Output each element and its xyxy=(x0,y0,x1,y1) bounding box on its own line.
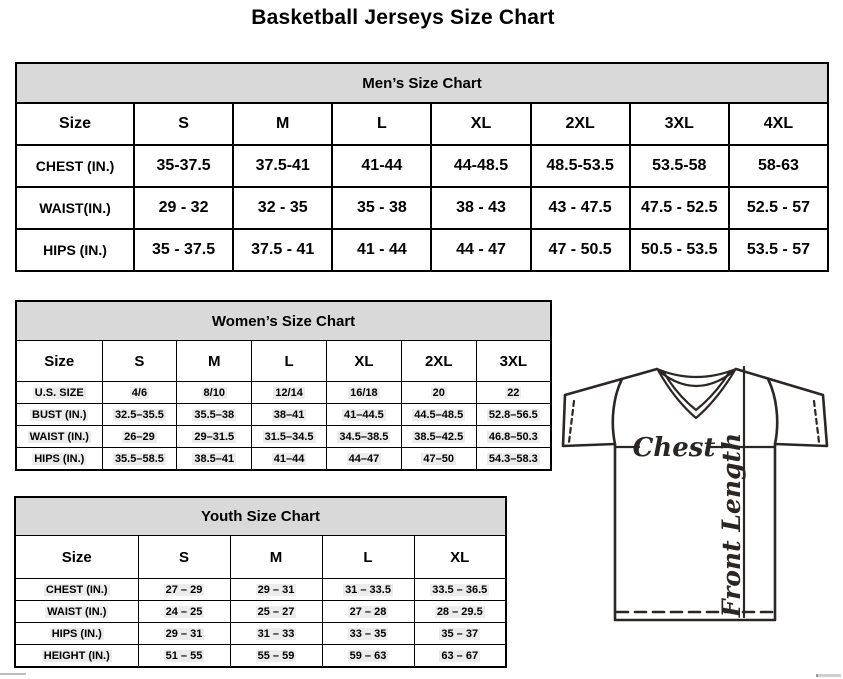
cell-value: 52.8–56.5 xyxy=(488,408,538,421)
column-header: XL xyxy=(326,341,401,382)
cell: 52.5 - 57 xyxy=(729,187,828,229)
cell xyxy=(476,382,551,404)
cell xyxy=(177,382,252,404)
column-header: M xyxy=(230,536,322,579)
column-header: L xyxy=(332,103,431,145)
column-header: XL xyxy=(431,103,530,145)
table-row xyxy=(16,187,828,229)
cell xyxy=(138,623,230,645)
womens-table-title: Women’s Size Chart xyxy=(16,301,551,341)
cell xyxy=(177,448,252,471)
row-label-text: WAIST (IN.) xyxy=(47,605,107,618)
table-row xyxy=(15,623,506,645)
cell xyxy=(414,645,506,668)
table-row xyxy=(16,229,828,271)
column-header: XL xyxy=(414,536,506,579)
cell-value: 55 – 59 xyxy=(257,649,295,662)
table-row xyxy=(16,426,551,448)
scrollbar-fragment-left[interactable] xyxy=(0,673,26,675)
cell-value: 28 – 29.5 xyxy=(436,605,483,618)
table-row xyxy=(15,579,506,601)
cell-value: 38.5–42.5 xyxy=(414,430,464,443)
cell-value: 29 – 31 xyxy=(165,627,203,640)
cell: 53.5 - 57 xyxy=(729,229,828,271)
jersey-left-seam xyxy=(613,379,622,444)
cell-value: 63 – 67 xyxy=(441,649,479,662)
youth-table-title: Youth Size Chart xyxy=(15,497,506,536)
cell-value: 12/14 xyxy=(275,386,303,399)
column-header: M xyxy=(177,341,252,382)
row-label-text: HIPS (IN.) xyxy=(51,627,102,640)
cell-value: 51 – 55 xyxy=(165,649,203,662)
cell-value: 54.3–58.3 xyxy=(488,452,538,465)
table-row xyxy=(15,645,506,668)
cell: 47 - 50.5 xyxy=(531,229,630,271)
cell: 41-44 xyxy=(332,145,431,187)
cell: 48.5-53.5 xyxy=(531,145,630,187)
cell xyxy=(401,448,476,471)
cell xyxy=(138,645,230,668)
cell-value: 4/6 xyxy=(131,386,148,399)
cell-value: 16/18 xyxy=(350,386,378,399)
table-header-row xyxy=(16,301,551,341)
table-row xyxy=(16,448,551,471)
cell xyxy=(414,623,506,645)
cell-value: 41–44.5 xyxy=(344,408,384,421)
cell xyxy=(414,579,506,601)
column-header: L xyxy=(252,341,327,382)
cell-value: 20 xyxy=(432,386,445,399)
mens-size-chart-table xyxy=(15,62,829,272)
cell xyxy=(326,448,401,471)
cell-value: 29 – 31 xyxy=(257,583,295,596)
cell-value: 47–50 xyxy=(423,452,455,465)
cell-value: 35 – 37 xyxy=(441,627,479,640)
row-label-text: HEIGHT (IN.) xyxy=(43,649,110,662)
cell-value: 35.5–38 xyxy=(194,408,235,421)
cell xyxy=(326,426,401,448)
youth-size-chart-table xyxy=(14,496,507,668)
cell: 44 - 47 xyxy=(431,229,530,271)
column-header: S xyxy=(102,341,177,382)
cell-value: 33.5 – 36.5 xyxy=(432,583,488,596)
row-label xyxy=(16,382,102,404)
sleeve-dash-right xyxy=(814,401,819,442)
column-header: S xyxy=(138,536,230,579)
cell-value: 25 – 27 xyxy=(257,605,295,618)
cell-value: 24 – 25 xyxy=(165,605,203,618)
cell-value: 8/10 xyxy=(203,386,225,399)
cell-value: 34.5–38.5 xyxy=(339,430,389,443)
cell xyxy=(102,404,177,426)
womens-size-chart-table xyxy=(15,300,552,471)
row-label: WAIST(IN.) xyxy=(16,187,134,229)
cell-value: 27 – 29 xyxy=(165,583,203,596)
cell xyxy=(322,579,414,601)
column-header: L xyxy=(322,536,414,579)
table-row xyxy=(16,145,828,187)
cell: 35 - 38 xyxy=(332,187,431,229)
cell xyxy=(230,579,322,601)
size-header-row xyxy=(15,536,506,579)
cell-value: 31 – 33.5 xyxy=(345,583,391,596)
row-label-text: U.S. SIZE xyxy=(34,386,84,399)
chest-label: Chest xyxy=(632,433,716,463)
cell xyxy=(177,426,252,448)
column-header: 3XL xyxy=(476,341,551,382)
cell xyxy=(322,623,414,645)
cell xyxy=(326,382,401,404)
jersey-measurement-diagram xyxy=(550,355,843,635)
table-header-row xyxy=(16,63,828,103)
cell: 41 - 44 xyxy=(332,229,431,271)
column-header: S xyxy=(134,103,233,145)
cell: 37.5 - 41 xyxy=(233,229,332,271)
table-row xyxy=(16,404,551,426)
row-label-text: WAIST (IN.) xyxy=(29,430,89,443)
cell xyxy=(322,645,414,668)
column-header: 4XL xyxy=(729,103,828,145)
page-title: Basketball Jerseys Size Chart xyxy=(251,6,555,29)
cell-value: 31.5–34.5 xyxy=(264,430,314,443)
cell: 35-37.5 xyxy=(134,145,233,187)
jersey-right-seam xyxy=(768,379,777,444)
front-length-label: Front Length xyxy=(717,432,746,618)
jersey-outline xyxy=(563,369,827,620)
cell xyxy=(252,448,327,471)
row-label: CHEST (IN.) xyxy=(16,145,134,187)
column-header: Size xyxy=(16,103,134,145)
row-label xyxy=(16,404,102,426)
row-label-text: BUST (IN.) xyxy=(32,408,87,421)
mens-table-title: Men’s Size Chart xyxy=(16,63,828,103)
cell-value: 26–29 xyxy=(124,430,155,443)
sleeve-dash-left xyxy=(569,401,574,442)
row-label xyxy=(16,448,102,471)
cell-value: 32.5–35.5 xyxy=(114,408,164,421)
row-label-text: CHEST (IN.) xyxy=(45,583,108,596)
cell-value: 59 – 63 xyxy=(349,649,387,662)
cell: 32 - 35 xyxy=(233,187,332,229)
cell xyxy=(476,426,551,448)
cell: 53.5-58 xyxy=(630,145,729,187)
cell xyxy=(102,426,177,448)
column-header: Size xyxy=(15,536,138,579)
cell xyxy=(401,426,476,448)
jersey-collar-back xyxy=(657,369,736,377)
row-label xyxy=(15,623,138,645)
cell-value: 46.8–50.3 xyxy=(488,430,538,443)
cell-value: 44–47 xyxy=(348,452,380,465)
scrollbar-fragment-right[interactable] xyxy=(816,674,841,677)
cell-value: 29–31.5 xyxy=(194,430,235,443)
cell xyxy=(230,645,322,668)
table-row xyxy=(16,382,551,404)
cell-value: 41–44 xyxy=(273,452,305,465)
table-row xyxy=(15,601,506,623)
column-header: 2XL xyxy=(401,341,476,382)
cell xyxy=(177,404,252,426)
row-label xyxy=(15,601,138,623)
table-header-row xyxy=(15,497,506,536)
cell-value: 38.5–41 xyxy=(194,452,235,465)
cell-value: 38–41 xyxy=(273,408,305,421)
cell xyxy=(252,426,327,448)
row-label xyxy=(15,645,138,668)
cell xyxy=(322,601,414,623)
cell xyxy=(230,623,322,645)
cell: 43 - 47.5 xyxy=(531,187,630,229)
cell: 38 - 43 xyxy=(431,187,530,229)
cell xyxy=(414,601,506,623)
column-header: 3XL xyxy=(630,103,729,145)
column-header: Size xyxy=(16,341,102,382)
row-label-text: HIPS (IN.) xyxy=(34,452,85,465)
cell-value: 35.5–58.5 xyxy=(114,452,164,465)
size-header-row xyxy=(16,103,828,145)
cell xyxy=(102,448,177,471)
cell xyxy=(476,404,551,426)
cell xyxy=(476,448,551,471)
cell xyxy=(401,382,476,404)
cell: 35 - 37.5 xyxy=(134,229,233,271)
cell xyxy=(401,404,476,426)
cell: 47.5 - 52.5 xyxy=(630,187,729,229)
cell-value: 22 xyxy=(507,386,520,399)
cell: 58-63 xyxy=(729,145,828,187)
cell xyxy=(102,382,177,404)
cell xyxy=(252,382,327,404)
row-label xyxy=(16,426,102,448)
cell xyxy=(138,579,230,601)
row-label: HIPS (IN.) xyxy=(16,229,134,271)
cell-value: 31 – 33 xyxy=(257,627,295,640)
cell: 50.5 - 53.5 xyxy=(630,229,729,271)
cell xyxy=(252,404,327,426)
cell-value: 44.5–48.5 xyxy=(414,408,464,421)
cell-value: 33 – 35 xyxy=(349,627,387,640)
cell: 29 - 32 xyxy=(134,187,233,229)
size-header-row xyxy=(16,341,551,382)
cell-value: 27 – 28 xyxy=(349,605,387,618)
cell xyxy=(230,601,322,623)
row-label xyxy=(15,579,138,601)
column-header: 2XL xyxy=(531,103,630,145)
column-header: M xyxy=(233,103,332,145)
cell xyxy=(326,404,401,426)
cell xyxy=(138,601,230,623)
cell: 44-48.5 xyxy=(431,145,530,187)
cell: 37.5-41 xyxy=(233,145,332,187)
